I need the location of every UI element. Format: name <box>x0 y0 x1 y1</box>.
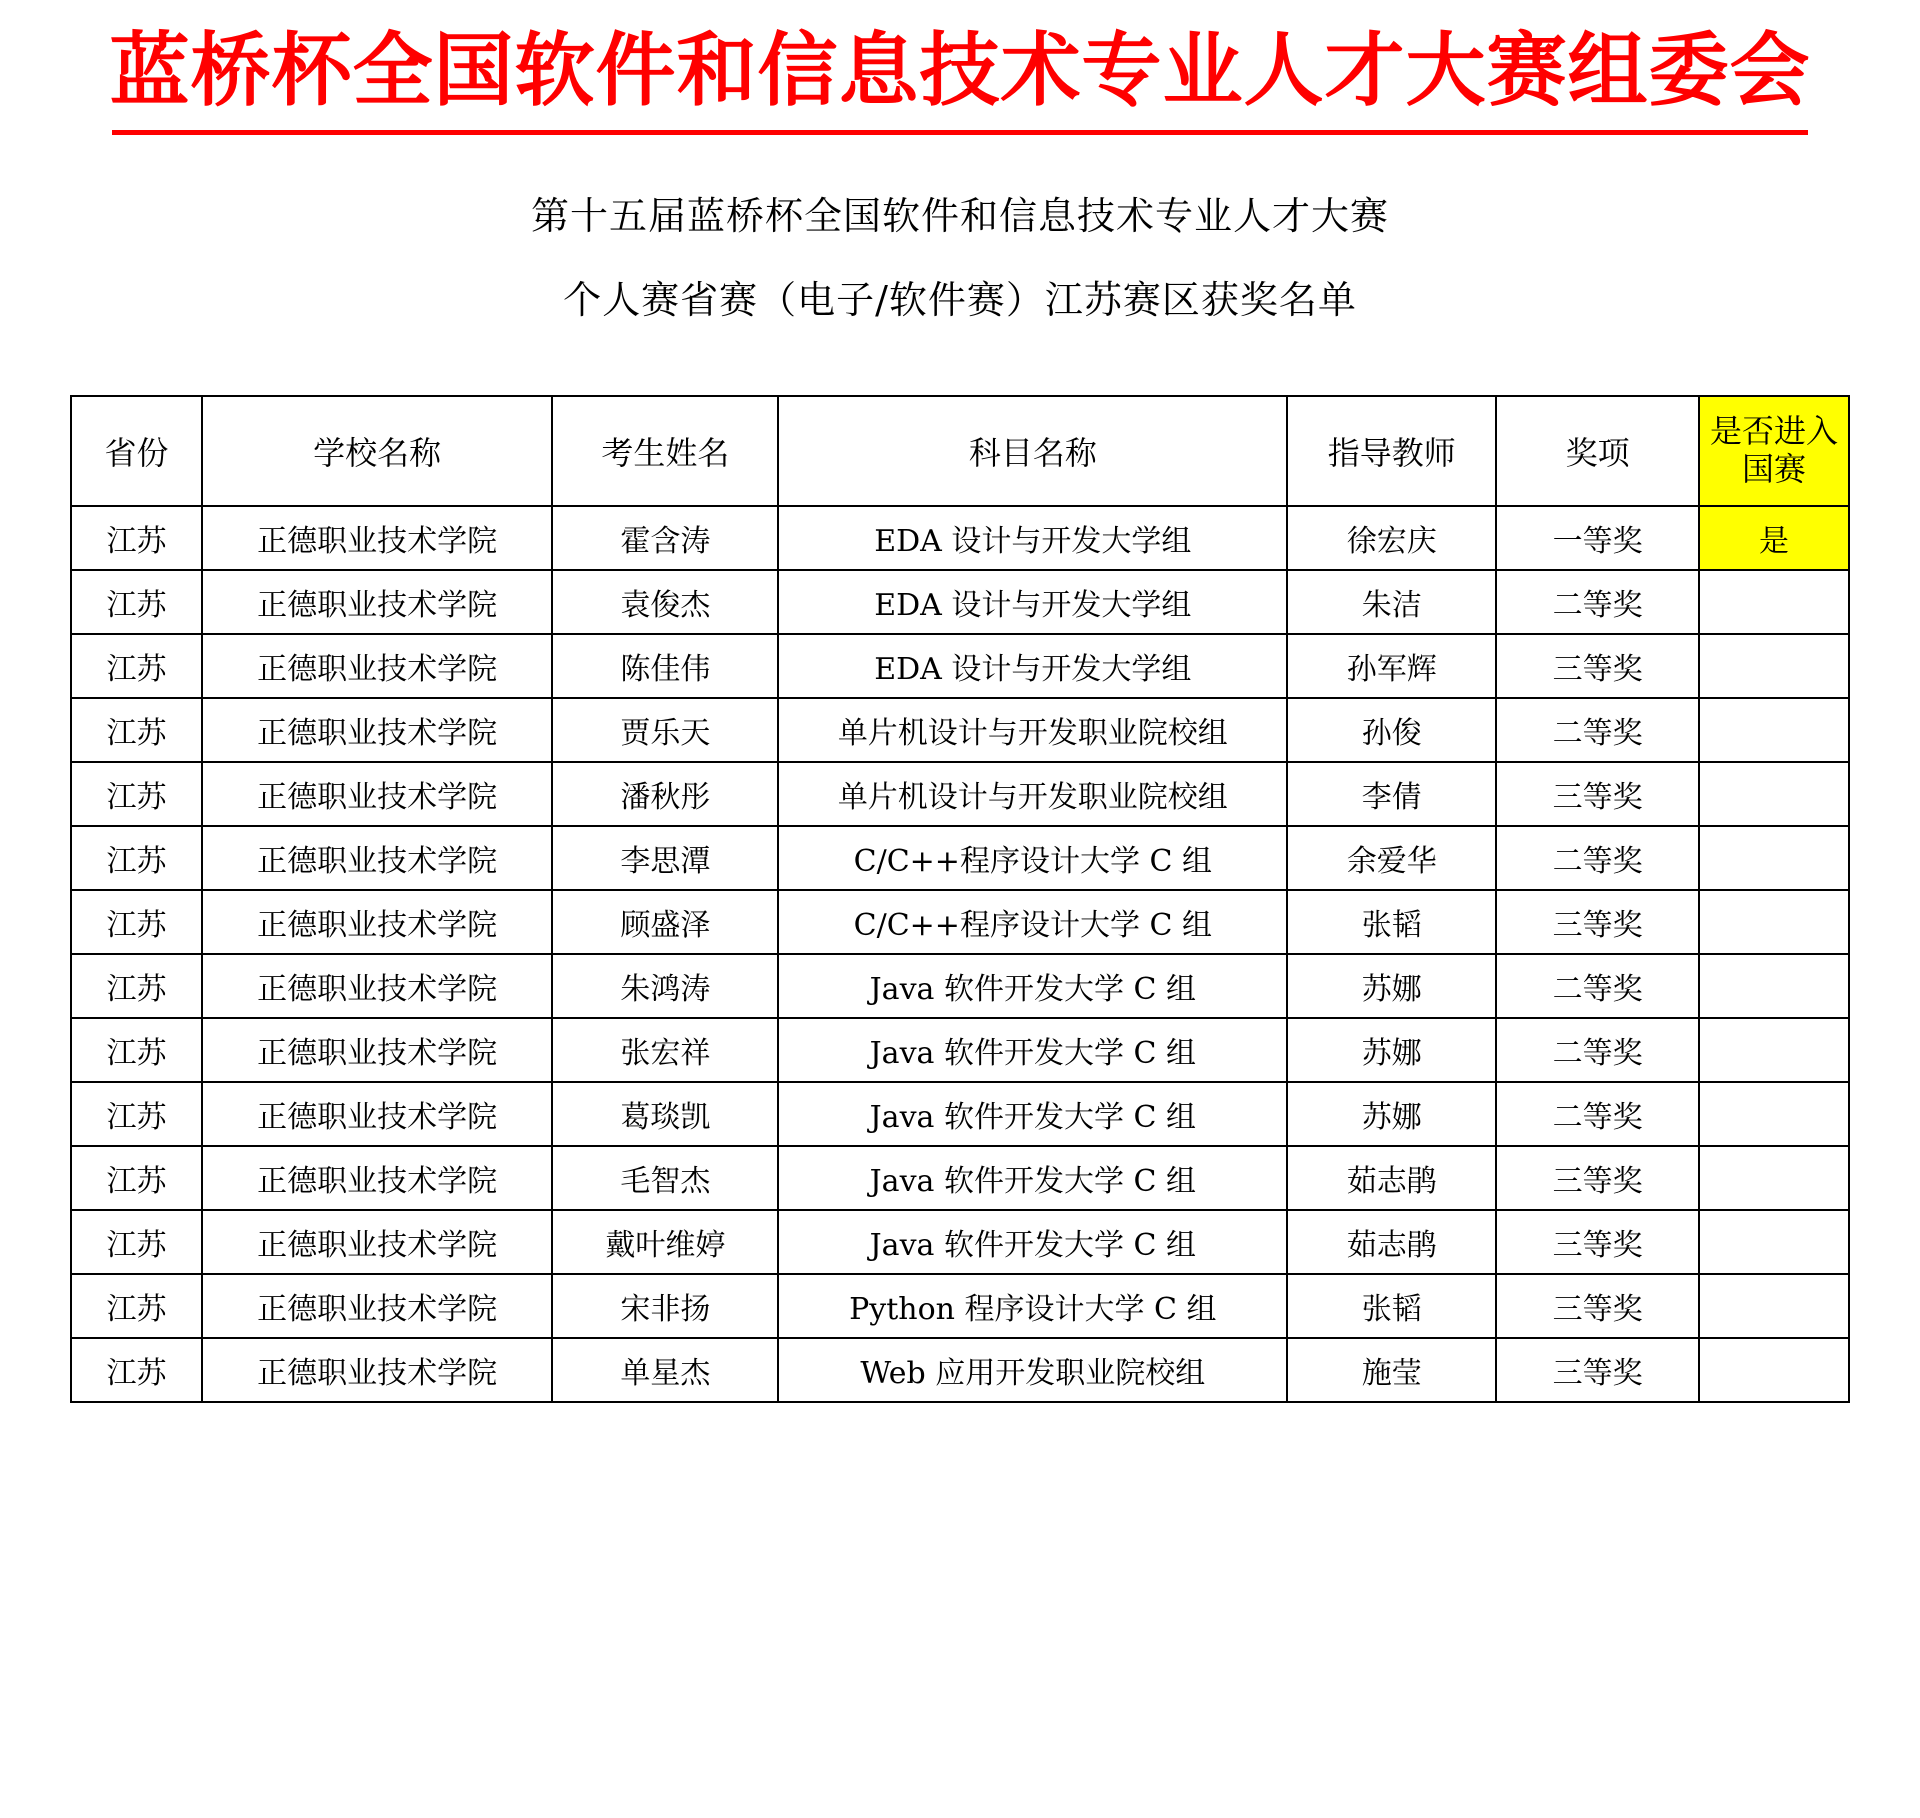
table-row <box>71 1018 1849 1082</box>
cell-national <box>1699 1082 1849 1146</box>
cell-subject <box>778 634 1287 698</box>
header-teacher: 指导教师 <box>1287 396 1496 506</box>
subject-text: Python 程序设计大学 C 组 <box>849 1291 1217 1327</box>
table-row <box>71 1338 1849 1402</box>
header-school: 学校名称 <box>202 396 553 506</box>
cell-student: 张宏祥 <box>552 1018 778 1082</box>
cell-school: 正德职业技术学院 <box>202 762 553 826</box>
cell-subject <box>778 1018 1287 1082</box>
cell-award: 二等奖 <box>1496 826 1699 890</box>
cell-province: 江苏 <box>71 1210 202 1274</box>
cell-teacher: 余爱华 <box>1287 826 1496 890</box>
cell-province: 江苏 <box>71 506 202 570</box>
subtitle-block <box>0 193 1920 322</box>
cell-school: 正德职业技术学院 <box>202 698 553 762</box>
subject-text: C/C++程序设计大学 C 组 <box>853 907 1212 943</box>
cell-teacher: 苏娜 <box>1287 954 1496 1018</box>
subtitle-line-2: 个人赛省赛（电子/软件赛）江苏赛区获奖名单 <box>563 277 1357 322</box>
cell-award: 三等奖 <box>1496 762 1699 826</box>
cell-student: 李思潭 <box>552 826 778 890</box>
cell-subject <box>778 1274 1287 1338</box>
cell-award: 三等奖 <box>1496 634 1699 698</box>
cell-national: 是 <box>1699 506 1849 570</box>
table-row <box>71 826 1849 890</box>
cell-national <box>1699 890 1849 954</box>
subject-text: Java 软件开发大学 C 组 <box>869 1227 1196 1263</box>
cell-school: 正德职业技术学院 <box>202 826 553 890</box>
cell-teacher: 施莹 <box>1287 1338 1496 1402</box>
cell-province: 江苏 <box>71 698 202 762</box>
banner-underline <box>112 130 1808 135</box>
table-row <box>71 1274 1849 1338</box>
subject-text: EDA 设计与开发大学组 <box>874 651 1192 687</box>
table-row <box>71 890 1849 954</box>
header-national-qualification: 是否进入国赛 <box>1699 396 1849 506</box>
cell-subject <box>778 1210 1287 1274</box>
cell-province: 江苏 <box>71 1338 202 1402</box>
cell-teacher: 孙俊 <box>1287 698 1496 762</box>
table-row <box>71 634 1849 698</box>
table-row <box>71 570 1849 634</box>
cell-student: 戴叶维婷 <box>552 1210 778 1274</box>
header-province: 省份 <box>71 396 202 506</box>
cell-subject <box>778 1338 1287 1402</box>
cell-teacher: 茹志鹃 <box>1287 1210 1496 1274</box>
subject-text: EDA 设计与开发大学组 <box>874 587 1192 623</box>
cell-national <box>1699 1274 1849 1338</box>
cell-student: 毛智杰 <box>552 1146 778 1210</box>
table-row <box>71 1082 1849 1146</box>
cell-national <box>1699 1146 1849 1210</box>
award-table <box>70 395 1850 1403</box>
subject-text: Java 软件开发大学 C 组 <box>869 971 1196 1007</box>
cell-student: 朱鸿涛 <box>552 954 778 1018</box>
cell-subject <box>778 506 1287 570</box>
cell-school: 正德职业技术学院 <box>202 890 553 954</box>
cell-teacher: 李倩 <box>1287 762 1496 826</box>
cell-subject <box>778 826 1287 890</box>
cell-award: 二等奖 <box>1496 1018 1699 1082</box>
table-row <box>71 506 1849 570</box>
cell-national <box>1699 826 1849 890</box>
cell-teacher: 孙军辉 <box>1287 634 1496 698</box>
cell-award: 二等奖 <box>1496 954 1699 1018</box>
cell-subject <box>778 698 1287 762</box>
cell-subject <box>778 954 1287 1018</box>
cell-award: 三等奖 <box>1496 890 1699 954</box>
cell-award: 二等奖 <box>1496 1082 1699 1146</box>
cell-province: 江苏 <box>71 1146 202 1210</box>
cell-school: 正德职业技术学院 <box>202 1018 553 1082</box>
cell-student: 葛琰凯 <box>552 1082 778 1146</box>
cell-teacher: 苏娜 <box>1287 1082 1496 1146</box>
cell-school: 正德职业技术学院 <box>202 1146 553 1210</box>
cell-teacher: 张韬 <box>1287 890 1496 954</box>
table-row <box>71 1146 1849 1210</box>
subtitle-line-1: 第十五届蓝桥杯全国软件和信息技术专业人才大赛 <box>530 193 1389 238</box>
cell-province: 江苏 <box>71 826 202 890</box>
cell-school: 正德职业技术学院 <box>202 570 553 634</box>
subject-text: Web 应用开发职业院校组 <box>860 1355 1206 1391</box>
cell-student: 宋非扬 <box>552 1274 778 1338</box>
cell-award: 三等奖 <box>1496 1146 1699 1210</box>
cell-student: 潘秋彤 <box>552 762 778 826</box>
cell-school: 正德职业技术学院 <box>202 1338 553 1402</box>
table-row <box>71 1210 1849 1274</box>
award-table-container <box>70 395 1850 1403</box>
table-row <box>71 762 1849 826</box>
cell-award: 三等奖 <box>1496 1210 1699 1274</box>
cell-student: 单星杰 <box>552 1338 778 1402</box>
subject-text: 单片机设计与开发职业院校组 <box>837 715 1228 751</box>
subject-text: Java 软件开发大学 C 组 <box>869 1035 1196 1071</box>
table-row <box>71 698 1849 762</box>
header-award: 奖项 <box>1496 396 1699 506</box>
table-row <box>71 954 1849 1018</box>
cell-national <box>1699 1018 1849 1082</box>
cell-award: 二等奖 <box>1496 570 1699 634</box>
cell-province: 江苏 <box>71 570 202 634</box>
subject-text: Java 软件开发大学 C 组 <box>869 1163 1196 1199</box>
cell-student: 贾乐天 <box>552 698 778 762</box>
subject-text: C/C++程序设计大学 C 组 <box>853 843 1212 879</box>
cell-school: 正德职业技术学院 <box>202 506 553 570</box>
cell-student: 顾盛泽 <box>552 890 778 954</box>
cell-province: 江苏 <box>71 890 202 954</box>
header-student: 考生姓名 <box>552 396 778 506</box>
cell-school: 正德职业技术学院 <box>202 634 553 698</box>
cell-province: 江苏 <box>71 762 202 826</box>
cell-school: 正德职业技术学院 <box>202 1274 553 1338</box>
cell-award: 三等奖 <box>1496 1274 1699 1338</box>
cell-student: 霍含涛 <box>552 506 778 570</box>
cell-subject <box>778 762 1287 826</box>
cell-subject <box>778 890 1287 954</box>
header-subject: 科目名称 <box>778 396 1287 506</box>
cell-national <box>1699 1210 1849 1274</box>
subject-text: EDA 设计与开发大学组 <box>874 523 1192 559</box>
table-header-row <box>71 396 1849 506</box>
cell-teacher: 徐宏庆 <box>1287 506 1496 570</box>
table-body <box>71 506 1849 1402</box>
cell-teacher: 茹志鹃 <box>1287 1146 1496 1210</box>
cell-subject <box>778 1146 1287 1210</box>
cell-award: 一等奖 <box>1496 506 1699 570</box>
cell-school: 正德职业技术学院 <box>202 1210 553 1274</box>
cell-national <box>1699 954 1849 1018</box>
cell-subject <box>778 1082 1287 1146</box>
cell-province: 江苏 <box>71 1274 202 1338</box>
banner-title: 蓝桥杯全国软件和信息技术专业人才大赛组委会 <box>109 23 1811 117</box>
cell-national <box>1699 762 1849 826</box>
table-header <box>71 396 1849 506</box>
cell-teacher: 张韬 <box>1287 1274 1496 1338</box>
cell-student: 袁俊杰 <box>552 570 778 634</box>
cell-national <box>1699 698 1849 762</box>
cell-teacher: 苏娜 <box>1287 1018 1496 1082</box>
cell-province: 江苏 <box>71 1082 202 1146</box>
cell-award: 二等奖 <box>1496 698 1699 762</box>
cell-national <box>1699 570 1849 634</box>
cell-province: 江苏 <box>71 1018 202 1082</box>
cell-subject <box>778 570 1287 634</box>
cell-national <box>1699 634 1849 698</box>
cell-award: 三等奖 <box>1496 1338 1699 1402</box>
subject-text: Java 软件开发大学 C 组 <box>869 1099 1196 1135</box>
cell-school: 正德职业技术学院 <box>202 1082 553 1146</box>
cell-national <box>1699 1338 1849 1402</box>
cell-school: 正德职业技术学院 <box>202 954 553 1018</box>
cell-student: 陈佳伟 <box>552 634 778 698</box>
cell-teacher: 朱洁 <box>1287 570 1496 634</box>
cell-province: 江苏 <box>71 634 202 698</box>
subject-text: 单片机设计与开发职业院校组 <box>837 779 1228 815</box>
cell-province: 江苏 <box>71 954 202 1018</box>
banner <box>0 0 1920 135</box>
